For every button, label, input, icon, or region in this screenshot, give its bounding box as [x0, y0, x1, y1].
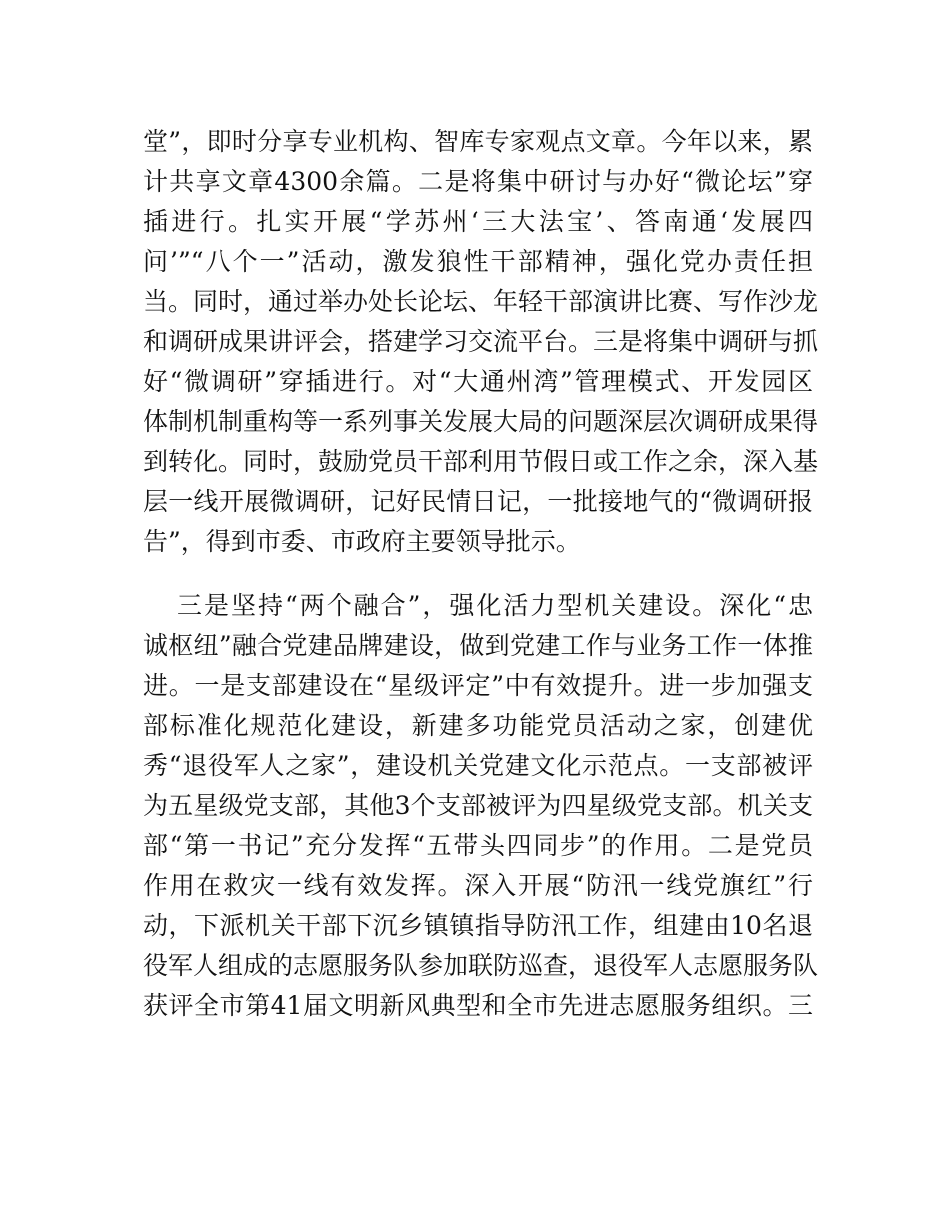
text-line: 体制机制重构等一系列事关发展大局的问题深层次调研成果得	[143, 407, 819, 436]
text-line: 到转化。同时，鼓励党员干部利用节假日或工作之余，深入基	[143, 447, 819, 476]
text-line: 计共享文章4300余篇。二是将集中研讨与办好“微论坛”穿	[143, 167, 813, 196]
text-line: 和调研成果讲评会，搭建学习交流平台。三是将集中调研与抓	[143, 327, 819, 356]
text-line: 告”，得到市委、市政府主要领导批示。	[143, 527, 581, 556]
text-line: 部“第一书记”充分发挥“五带头四同步”的作用。二是党员	[143, 831, 813, 860]
text-line: 插进行。扎实开展“学苏州‘三大法宝’、答南通‘发展四	[143, 207, 813, 236]
text-line: 好“微调研”穿插进行。对“大通州湾”管理模式、开发园区	[143, 367, 813, 396]
text-line: 秀“退役军人之家”，建设机关党建文化示范点。一支部被评	[143, 751, 813, 780]
text-line: 问’”“八个一”活动，激发狼性干部精神，强化党办责任担	[143, 247, 813, 276]
text-line: 获评全市第41届文明新风典型和全市先进志愿服务组织。三	[143, 991, 813, 1020]
text-line: 动，下派机关干部下沉乡镇镇指导防汛工作，组建由10名退	[143, 911, 813, 940]
text-line: 为五星级党支部，其他3个支部被评为四星级党支部。机关支	[143, 791, 813, 820]
text-line: 进。一是支部建设在“星级评定”中有效提升。进一步加强支	[143, 671, 813, 700]
text-line: 部标准化规范化建设，新建多功能党员活动之家，创建优	[143, 711, 813, 740]
text-line: 当。同时，通过举办处长论坛、年轻干部演讲比赛、写作沙龙	[143, 287, 819, 316]
text-line: 层一线开展微调研，记好民情日记，一批接地气的“微调研报	[143, 487, 813, 516]
text-line: 诚枢纽”融合党建品牌建设，做到党建工作与业务工作一体推	[143, 631, 813, 660]
text-line: 役军人组成的志愿服务队参加联防巡查，退役军人志愿服务队	[143, 951, 819, 980]
text-line: 三是坚持“两个融合”，强化活力型机关建设。深化“忠	[177, 591, 813, 620]
text-line: 作用在救灾一线有效发挥。深入开展“防汛一线党旗红”行	[143, 871, 813, 900]
text-line: 堂”，即时分享专业机构、智库专家观点文章。今年以来，累	[143, 127, 813, 156]
